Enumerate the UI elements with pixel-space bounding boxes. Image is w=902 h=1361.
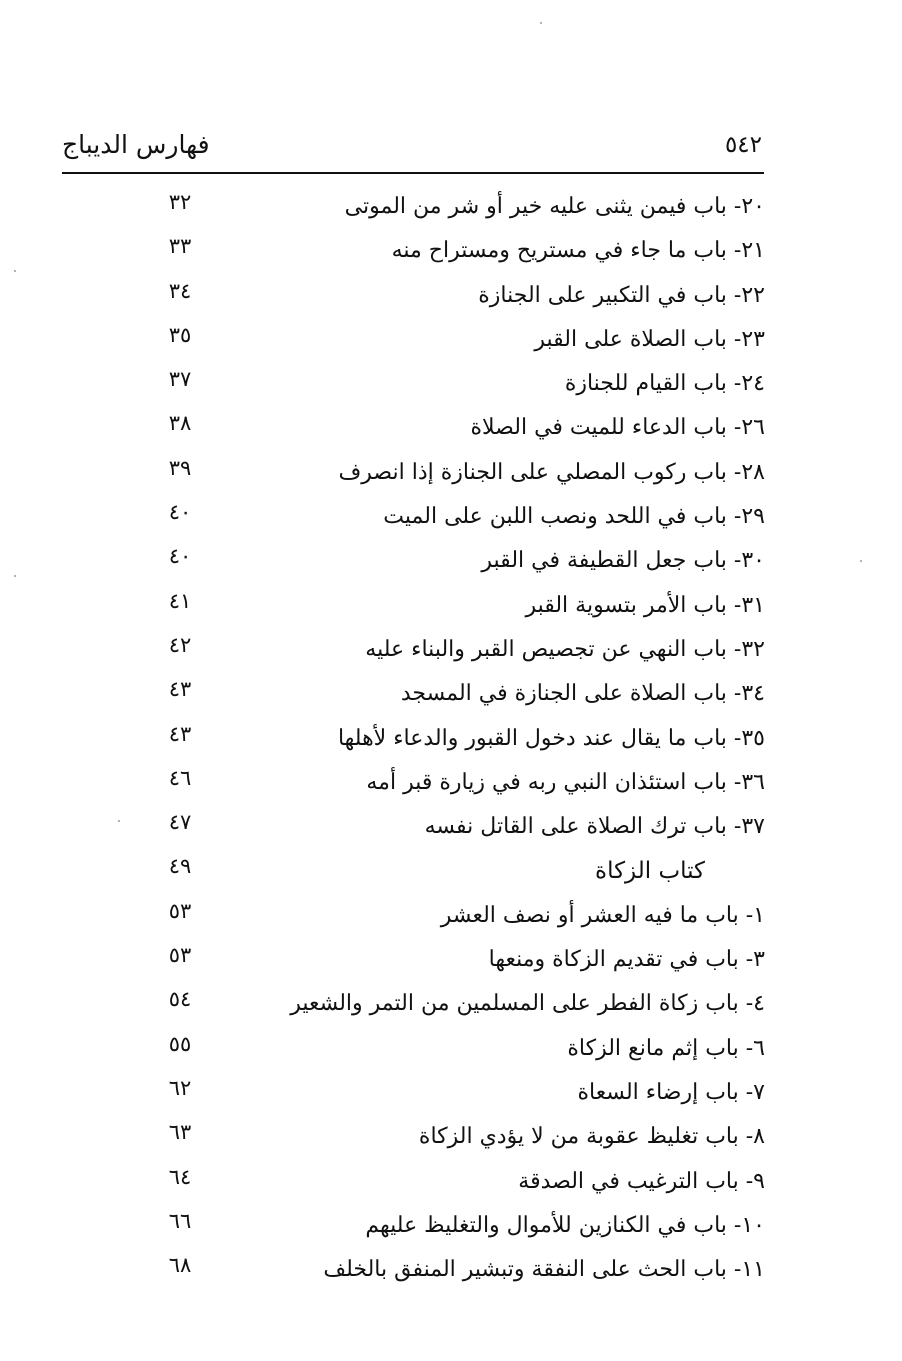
toc-entry-title: ٧- باب إرضاء السعاة bbox=[577, 1079, 765, 1105]
toc-section-title: كتاب الزكاة bbox=[595, 858, 705, 885]
toc-entry bbox=[150, 899, 765, 943]
running-header-title: فهارس الديباج bbox=[62, 130, 210, 159]
toc-entry-page: ٦٤ bbox=[168, 1164, 192, 1189]
toc-entry bbox=[150, 677, 765, 721]
toc-section-heading bbox=[150, 854, 765, 898]
toc-entry bbox=[150, 1253, 765, 1297]
toc-entry-title: ٢٩- باب في اللحد ونصب اللبن على الميت bbox=[383, 504, 765, 530]
toc-entry-title: ٢٣- باب الصلاة على القبر bbox=[534, 326, 765, 352]
toc-entry-page: ٤٠ bbox=[168, 544, 192, 569]
toc-entry-title: ٢٢- باب في التكبير على الجنازة bbox=[478, 282, 765, 308]
toc-entry-page: ٣٢ bbox=[168, 190, 192, 214]
toc-entry-page: ٥٣ bbox=[168, 898, 192, 923]
toc-entry-title: ٢١- باب ما جاء في مستريح ومستراح منه bbox=[391, 238, 765, 264]
scan-speck bbox=[14, 575, 16, 577]
toc-entry-title: ٣٠- باب جعل القطيفة في القبر bbox=[481, 548, 765, 574]
scan-speck bbox=[860, 560, 862, 562]
toc-entry-title: ٢٤- باب القيام للجنازة bbox=[564, 371, 765, 397]
toc-entry-title: ٣٥- باب ما يقال عند دخول القبور والدعاء لأهلها bbox=[337, 725, 765, 751]
scan-speck bbox=[540, 22, 542, 24]
scan-speck bbox=[118, 820, 120, 822]
toc-entry-page: ٤٩ bbox=[168, 854, 192, 879]
toc-entry bbox=[150, 633, 765, 677]
table-of-contents bbox=[150, 190, 765, 1297]
toc-entry-page: ٣٩ bbox=[168, 455, 192, 480]
toc-entry bbox=[150, 766, 765, 810]
toc-entry-title: ٣٦- باب استئذان النبي ربه في زيارة قبر أمه bbox=[366, 769, 765, 795]
toc-entry-page: ٤١ bbox=[168, 588, 192, 613]
toc-entry-title: ١٠- باب في الكنازين للأموال والتغليظ عليهم bbox=[365, 1212, 765, 1238]
toc-entry-page: ٤٣ bbox=[168, 721, 192, 746]
toc-entry bbox=[150, 544, 765, 588]
running-header bbox=[62, 130, 762, 166]
toc-entry-page: ٤٠ bbox=[168, 500, 192, 525]
toc-entry bbox=[150, 987, 765, 1031]
toc-entry-page: ٥٥ bbox=[168, 1031, 192, 1056]
toc-entry bbox=[150, 810, 765, 854]
toc-entry-title: ٣٧- باب ترك الصلاة على القاتل نفسه bbox=[424, 814, 765, 840]
toc-entry-page: ٣٥ bbox=[168, 322, 192, 347]
toc-entry-title: ٢٠- باب فيمن يثنى عليه خير أو شر من الموتى bbox=[344, 194, 765, 219]
toc-entry-page: ٣٨ bbox=[168, 411, 192, 436]
toc-entry-title: ٦- باب إثم مانع الزكاة bbox=[567, 1035, 765, 1061]
toc-entry-title: ٣٤- باب الصلاة على الجنازة في المسجد bbox=[400, 681, 765, 707]
toc-entry-page: ٦٣ bbox=[168, 1120, 192, 1145]
toc-entry-page: ٣٤ bbox=[168, 278, 192, 303]
toc-entry-title: ٤- باب زكاة الفطر على المسلمين من التمر والشعير bbox=[290, 991, 765, 1017]
toc-entry bbox=[150, 190, 765, 234]
toc-entry bbox=[150, 411, 765, 455]
toc-entry-page: ٦٢ bbox=[168, 1075, 192, 1100]
toc-entry-title: ٣- باب في تقديم الزكاة ومنعها bbox=[488, 947, 765, 973]
toc-entry bbox=[150, 456, 765, 500]
toc-entry-title: ٩- باب الترغيب في الصدقة bbox=[518, 1168, 765, 1194]
toc-entry-page: ٣٣ bbox=[168, 234, 192, 259]
toc-entry bbox=[150, 1165, 765, 1209]
toc-entry-title: ٢٦- باب الدعاء للميت في الصلاة bbox=[470, 415, 765, 441]
toc-entry bbox=[150, 722, 765, 766]
toc-entry-title: ١١- باب الحث على النفقة وتبشير المنفق بالخلف bbox=[323, 1257, 765, 1283]
toc-entry-page: ٤٦ bbox=[168, 765, 192, 790]
scan-speck bbox=[14, 270, 16, 272]
toc-entry bbox=[150, 589, 765, 633]
page-number: ٥٤٢ bbox=[724, 132, 762, 158]
toc-entry-page: ٦٦ bbox=[168, 1208, 192, 1233]
toc-entry-title: ٣١- باب الأمر بتسوية القبر bbox=[525, 592, 765, 618]
toc-entry-page: ٣٧ bbox=[168, 367, 192, 392]
toc-entry bbox=[150, 234, 765, 278]
toc-entry bbox=[150, 1032, 765, 1076]
toc-entry-title: ١- باب ما فيه العشر أو نصف العشر bbox=[440, 902, 765, 928]
toc-entry bbox=[150, 500, 765, 544]
toc-entry-title: ٢٨- باب ركوب المصلي على الجنازة إذا انصرف bbox=[338, 459, 765, 485]
toc-entry-page: ٥٣ bbox=[168, 943, 192, 968]
toc-entry bbox=[150, 1209, 765, 1253]
toc-entry bbox=[150, 367, 765, 411]
toc-entry bbox=[150, 1120, 765, 1164]
toc-entry-page: ٤٣ bbox=[168, 677, 192, 702]
toc-entry-page: ٥٤ bbox=[168, 987, 192, 1012]
toc-entry-title: ٣٢- باب النهي عن تجصيص القبر والبناء عليه bbox=[365, 636, 765, 662]
toc-entry bbox=[150, 323, 765, 367]
toc-entry-title: ٨- باب تغليظ عقوبة من لا يؤدي الزكاة bbox=[418, 1124, 765, 1150]
toc-entry-page: ٦٨ bbox=[168, 1253, 192, 1278]
toc-entry bbox=[150, 279, 765, 323]
header-divider bbox=[62, 172, 764, 174]
toc-entry bbox=[150, 943, 765, 987]
toc-entry-page: ٤٧ bbox=[168, 810, 192, 835]
toc-entry bbox=[150, 1076, 765, 1120]
toc-entry-page: ٤٢ bbox=[168, 632, 192, 657]
